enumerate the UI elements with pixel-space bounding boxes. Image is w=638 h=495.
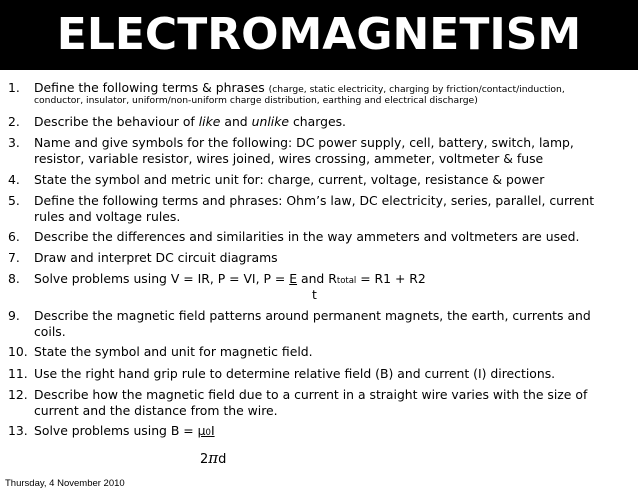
footer-date: Thursday, 4 November 2010 [5,478,125,489]
item-text: Describe how the magnetic field due to a current in a straight wire varies with the size of current and the distance from the wire. [34,387,588,418]
item-number: 7. [8,250,20,265]
item-number: 10. [8,344,28,359]
item-text: Use the right hand grip rule to determine relative field (B) and current (I) directions. [34,366,556,381]
item-text: Define the following terms & phrases (charge, static electricity, charging by friction/contact/induction, [34,80,565,95]
item-number: 13. [8,423,28,438]
fraction-denominator: 2πd [200,449,227,467]
item-text: Solve problems using V = IR, P = VI, P = E and Rtotal = R1 + R2 [34,271,426,286]
item-text-continued: conductor, insulator, uniform/non-uniform charge distribution, earthing and electrical discharge) [34,95,478,106]
item-text: State the symbol and metric unit for: charge, current, voltage, resistance & power [34,172,545,187]
item-number: 3. [8,135,20,150]
item-text: Solve problems using B = μ0I [34,423,215,438]
item-text: Describe the behaviour of like and unlike charges. [34,114,346,129]
item-number: 9. [8,308,20,323]
item-number: 1. [8,80,20,95]
item-text: Describe the differences and similarities in the way ammeters and voltmeters are used. [34,229,580,244]
item-number: 8. [8,271,20,286]
item-text: State the symbol and unit for magnetic field. [34,344,313,359]
page-title: ELECTROMAGNETISM [0,0,638,70]
item-text: Draw and interpret DC circuit diagrams [34,250,278,265]
item-number: 2. [8,114,20,129]
item-number: 4. [8,172,20,187]
item-text: Name and give symbols for the following: DC power supply, cell, battery, switch, lamp, resistor, variable resistor, wires joined, wires crossing, ammeter, voltmeter & fuse [34,135,574,166]
fraction-denominator: t [312,287,317,302]
item-number: 5. [8,193,20,208]
fraction-numerator: E [289,271,298,286]
item-text: Describe the magnetic field patterns around permanent magnets, the earth, currents and coils. [34,308,591,339]
item-number: 11. [8,366,28,381]
item-text: Define the following terms and phrases: Ohm’s law, DC electricity, series, parallel, current rules and voltage rules. [34,193,595,224]
item-number: 6. [8,229,20,244]
item-number: 12. [8,387,28,402]
fraction-numerator: μ0I [197,423,215,438]
